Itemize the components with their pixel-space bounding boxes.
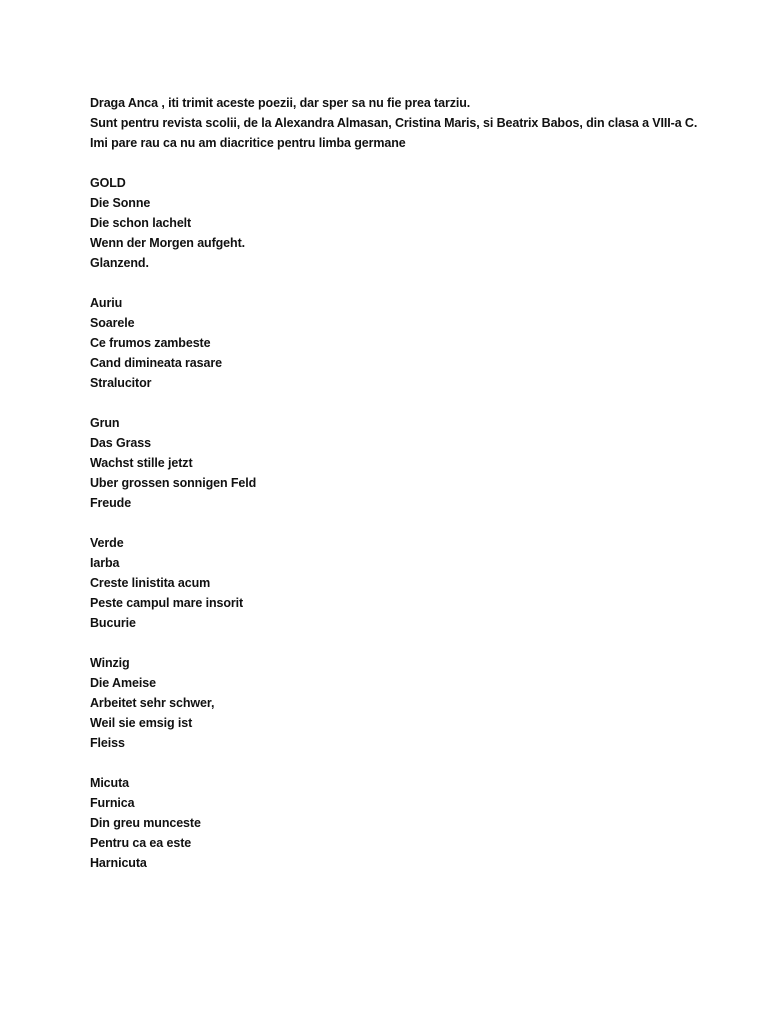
poem-line: Furnica — [90, 796, 135, 810]
poem-line: Din greu munceste — [90, 816, 201, 830]
poem-line: Pentru ca ea este — [90, 836, 192, 850]
poem-line: Soarele — [90, 316, 135, 330]
poem-title: Grun — [90, 416, 120, 430]
poem-line: Peste campul mare insorit — [90, 596, 244, 610]
intro-line: Imi pare rau ca nu am diacritice pentru limba germane — [90, 136, 406, 150]
poem-line: Die Ameise — [90, 676, 156, 690]
poem-line: Glanzend. — [90, 256, 149, 270]
poem-title: Winzig — [90, 656, 130, 670]
poem-line: Wenn der Morgen aufgeht. — [90, 236, 246, 250]
poem-line: Uber grossen sonnigen Feld — [90, 476, 257, 490]
poem-grun — [90, 413, 750, 513]
poem-auriu — [90, 293, 750, 393]
poem-line: Creste linistita acum — [90, 576, 211, 590]
poem-line: Stralucitor — [90, 376, 152, 390]
intro-paragraph — [90, 93, 750, 153]
poem-title: Micuta — [90, 776, 129, 790]
poem-gold — [90, 173, 750, 273]
poem-line: Fleiss — [90, 736, 125, 750]
poem-line: Das Grass — [90, 436, 151, 450]
poem-title: Verde — [90, 536, 124, 550]
poem-line: Iarba — [90, 556, 120, 570]
poem-line: Bucurie — [90, 616, 136, 630]
poem-micuta — [90, 773, 750, 873]
poem-title: GOLD — [90, 176, 126, 190]
poem-line: Arbeitet sehr schwer, — [90, 696, 215, 710]
poem-line: Die schon lachelt — [90, 216, 192, 230]
poem-line: Weil sie emsig ist — [90, 716, 193, 730]
poem-title: Auriu — [90, 296, 123, 310]
poem-line: Harnicuta — [90, 856, 147, 870]
poem-line: Freude — [90, 496, 132, 510]
poem-line: Cand dimineata rasare — [90, 356, 222, 370]
intro-line: Draga Anca , iti trimit aceste poezii, dar sper sa nu fie prea tarziu. — [90, 96, 471, 110]
document-body — [90, 93, 750, 893]
poem-verde — [90, 533, 750, 633]
poem-line: Ce frumos zambeste — [90, 336, 211, 350]
poem-line: Die Sonne — [90, 196, 151, 210]
intro-line: Sunt pentru revista scolii, de la Alexandra Almasan, Cristina Maris, si Beatrix Babos, din clasa a VIII-a C. — [90, 116, 698, 130]
poem-line: Wachst stille jetzt — [90, 456, 193, 470]
poem-winzig — [90, 653, 750, 753]
